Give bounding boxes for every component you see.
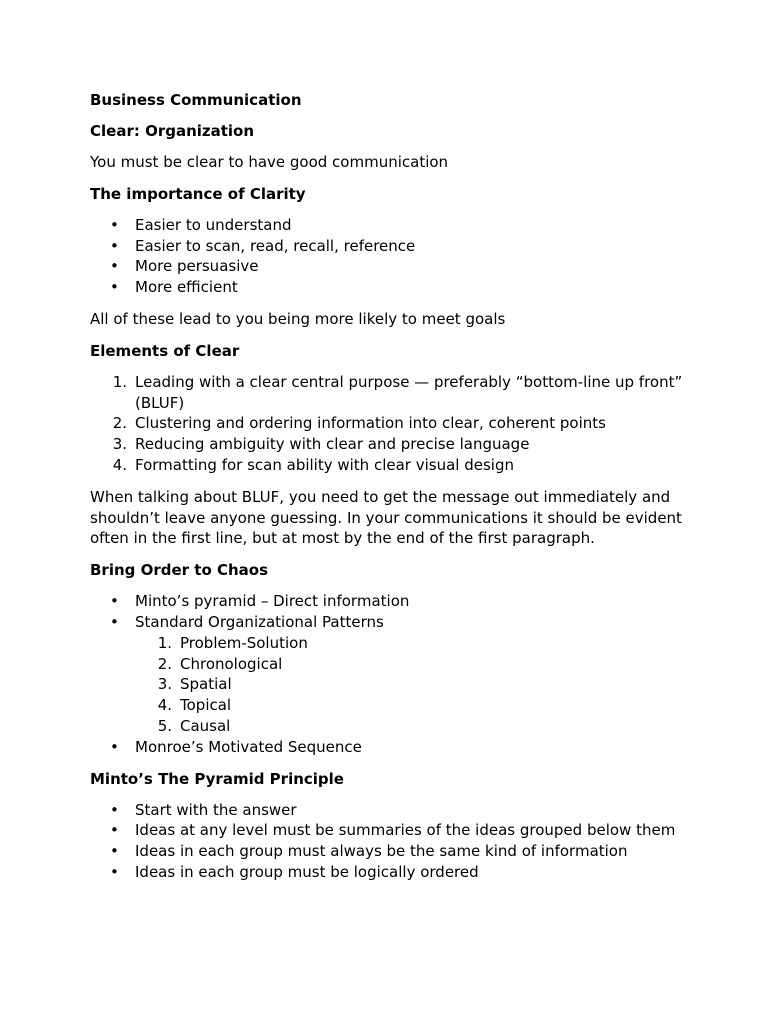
list-item — [90, 434, 690, 455]
sublist-item — [135, 716, 690, 737]
list-item-text: Chronological — [180, 654, 283, 673]
list-number: 1. — [157, 633, 172, 652]
list-item-text: Ideas in each group must always be the same kind of information — [135, 842, 628, 861]
list-item-text: Easier to understand — [135, 215, 292, 234]
list-item-text: Minto’s pyramid – Direct information — [135, 592, 410, 611]
clarity-list — [90, 215, 690, 298]
list-item — [90, 612, 690, 737]
list-number: 1. — [112, 372, 127, 391]
list-item — [90, 800, 690, 821]
list-item — [90, 413, 690, 434]
list-item — [90, 236, 690, 257]
heading-pyramid-principle: Minto’s The Pyramid Principle — [90, 769, 344, 788]
list-item-text: Standard Organizational Patterns — [135, 612, 384, 631]
sublist-item — [135, 695, 690, 716]
list-item-text: Formatting for scan ability with clear visual design — [135, 455, 514, 474]
list-item-text: Problem-Solution — [180, 633, 308, 652]
list-item — [90, 215, 690, 236]
sublist-item — [135, 633, 690, 654]
list-number: 2. — [112, 414, 127, 433]
list-item — [90, 256, 690, 277]
list-item — [90, 737, 690, 758]
sublist-item — [135, 654, 690, 675]
bullet-icon: • — [110, 215, 119, 234]
bullet-icon: • — [110, 842, 119, 861]
bullet-icon: • — [110, 821, 119, 840]
list-item-text: Easier to scan, read, recall, reference — [135, 236, 416, 255]
list-item-text: Reducing ambiguity with clear and precise language — [135, 435, 530, 454]
section-heading-clear-organization: Clear: Organization — [90, 122, 255, 140]
list-item — [90, 820, 690, 841]
order-list — [90, 591, 690, 757]
bullet-icon: • — [110, 862, 119, 881]
elements-list — [90, 372, 690, 476]
patterns-sublist — [135, 633, 690, 737]
list-item-text: Monroe’s Motivated Sequence — [135, 737, 362, 756]
list-number: 3. — [157, 675, 172, 694]
bullet-icon: • — [110, 236, 119, 255]
bullet-icon: • — [110, 800, 119, 819]
list-item — [90, 455, 690, 476]
list-item-text: Topical — [180, 696, 232, 715]
list-item-text: Causal — [180, 716, 231, 735]
list-item — [90, 841, 690, 862]
bullet-icon: • — [110, 737, 119, 756]
list-item-text: Spatial — [180, 675, 232, 694]
clarity-summary-paragraph: All of these lead to you being more likely to meet goals — [90, 309, 506, 328]
bluf-paragraph: When talking about BLUF, you need to get the message out immediately and shouldn’t leave anyone guessing. In your communications it should be evident often in the first line, but at most by the end of the first paragraph. — [90, 487, 682, 548]
bullet-icon: • — [110, 257, 119, 276]
document-title: Business Communication — [90, 91, 302, 109]
document-page — [90, 90, 690, 894]
bullet-icon: • — [110, 612, 119, 631]
list-number: 5. — [157, 716, 172, 735]
list-item-text: Start with the answer — [135, 800, 297, 819]
list-item-text: Ideas in each group must be logically ordered — [135, 862, 479, 881]
list-item — [90, 862, 690, 883]
pyramid-list — [90, 800, 690, 883]
heading-elements-of-clear: Elements of Clear — [90, 341, 240, 360]
list-item-text: More persuasive — [135, 257, 259, 276]
list-item-text: More efficient — [135, 278, 238, 297]
bullet-icon: • — [110, 278, 119, 297]
heading-bring-order-to-chaos: Bring Order to Chaos — [90, 561, 269, 580]
bullet-icon: • — [110, 592, 119, 611]
list-number: 2. — [157, 654, 172, 673]
list-item-text: Leading with a clear central purpose — preferably “bottom-line up front” (BLUF) — [135, 372, 683, 412]
list-number: 4. — [112, 455, 127, 474]
list-number: 4. — [157, 696, 172, 715]
sublist-item — [135, 674, 690, 695]
list-number: 3. — [112, 435, 127, 454]
list-item — [90, 591, 690, 612]
intro-paragraph: You must be clear to have good communication — [90, 153, 449, 171]
list-item-text: Ideas at any level must be summaries of the ideas grouped below them — [135, 821, 676, 840]
list-item-text: Clustering and ordering information into clear, coherent points — [135, 414, 606, 433]
heading-importance-of-clarity: The importance of Clarity — [90, 184, 306, 203]
list-item — [90, 372, 690, 414]
list-item — [90, 277, 690, 298]
